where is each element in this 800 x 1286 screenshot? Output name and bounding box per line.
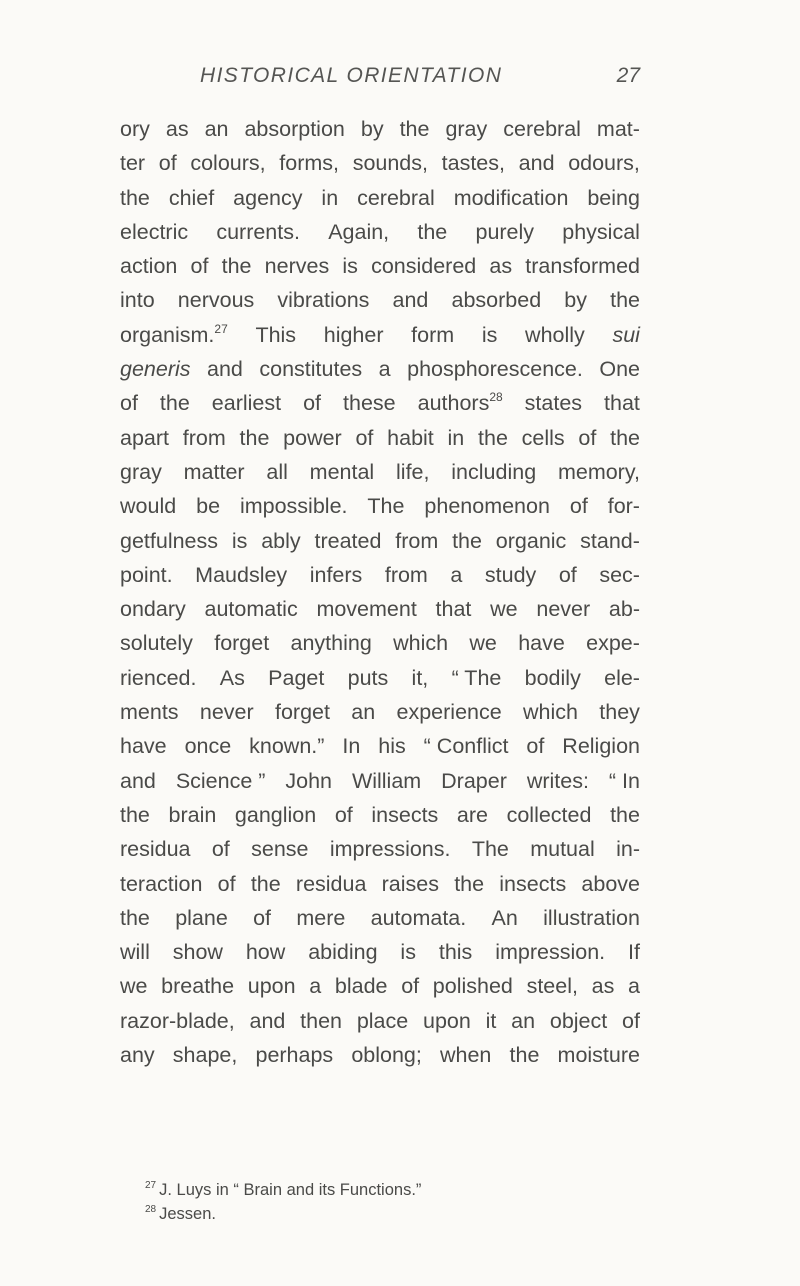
text-line: the plane of mere automata. An illustration: [120, 905, 640, 930]
text-line: ory as an absorption by the gray cerebral mat-: [120, 117, 640, 141]
text-line: getfulness is ably treated from the organic stand-: [120, 528, 640, 553]
footnote-number: 27: [145, 1180, 157, 1191]
running-header: [200, 64, 640, 94]
text-line: generis and constitutes a phosphorescence. One: [120, 357, 640, 382]
text-line: action of the nerves is considered as transformed: [120, 254, 640, 279]
text-line: the chief agency in cerebral modification being: [120, 185, 640, 210]
footnote: [145, 1178, 645, 1202]
text-line: rienced. As Paget puts it, “ The bodily ele-: [120, 665, 640, 690]
text-line: of the earliest of these authors$^{28}$ states that: [120, 390, 640, 416]
text-line: electric currents. Again, the purely physical: [120, 219, 640, 244]
text-line: the brain ganglion of insects are collected the: [120, 802, 640, 827]
footnote-ref: 28: [489, 390, 503, 405]
text-line: we breathe upon a blade of polished steel, as a: [120, 974, 640, 999]
footnote-text: Jessen.: [159, 1205, 216, 1223]
footnote: [145, 1202, 645, 1226]
text-line: into nervous vibrations and absorbed by the: [120, 288, 640, 313]
text-line: teraction of the residua raises the insects above: [120, 871, 640, 896]
footnote-text: J. Luys in “ Brain and its Functions.”: [159, 1181, 422, 1199]
text-line: ter of colours, forms, sounds, tastes, and odours,: [120, 151, 640, 176]
body-text: [120, 112, 640, 1072]
footnote-number: 28: [145, 1204, 157, 1215]
text-line: ondary automatic movement that we never ab-: [120, 597, 640, 622]
footnote-ref: 27: [214, 321, 228, 336]
text-line: ments never forget an experience which they: [120, 700, 640, 725]
text-line: razor-blade, and then place upon it an object of: [120, 1008, 640, 1033]
text-line: have once known.” In his “ Conflict of Religion: [120, 734, 640, 759]
text-line: any shape, perhaps oblong; when the moisture: [120, 1043, 640, 1068]
text-line: organism.$^{27}$ This higher form is wholly sui: [120, 321, 640, 347]
text-line: will show how abiding is this impression. If: [120, 940, 640, 965]
text-line: apart from the power of habit in the cells of the: [120, 425, 640, 450]
text-line: residua of sense impressions. The mutual in-: [120, 837, 640, 862]
text-line: would be impossible. The phenomenon of for-: [120, 494, 640, 519]
running-head-title: HISTORICAL ORIENTATION: [200, 64, 503, 87]
text-line: gray matter all mental life, including memory,: [120, 459, 640, 484]
footnotes: [145, 1178, 645, 1226]
page-number: 27: [616, 64, 640, 87]
text-line: and Science ” John William Draper writes: “ In: [120, 768, 640, 793]
text-line: point. Maudsley infers from a study of sec-: [120, 562, 640, 587]
text-line: solutely forget anything which we have expe-: [120, 631, 640, 656]
